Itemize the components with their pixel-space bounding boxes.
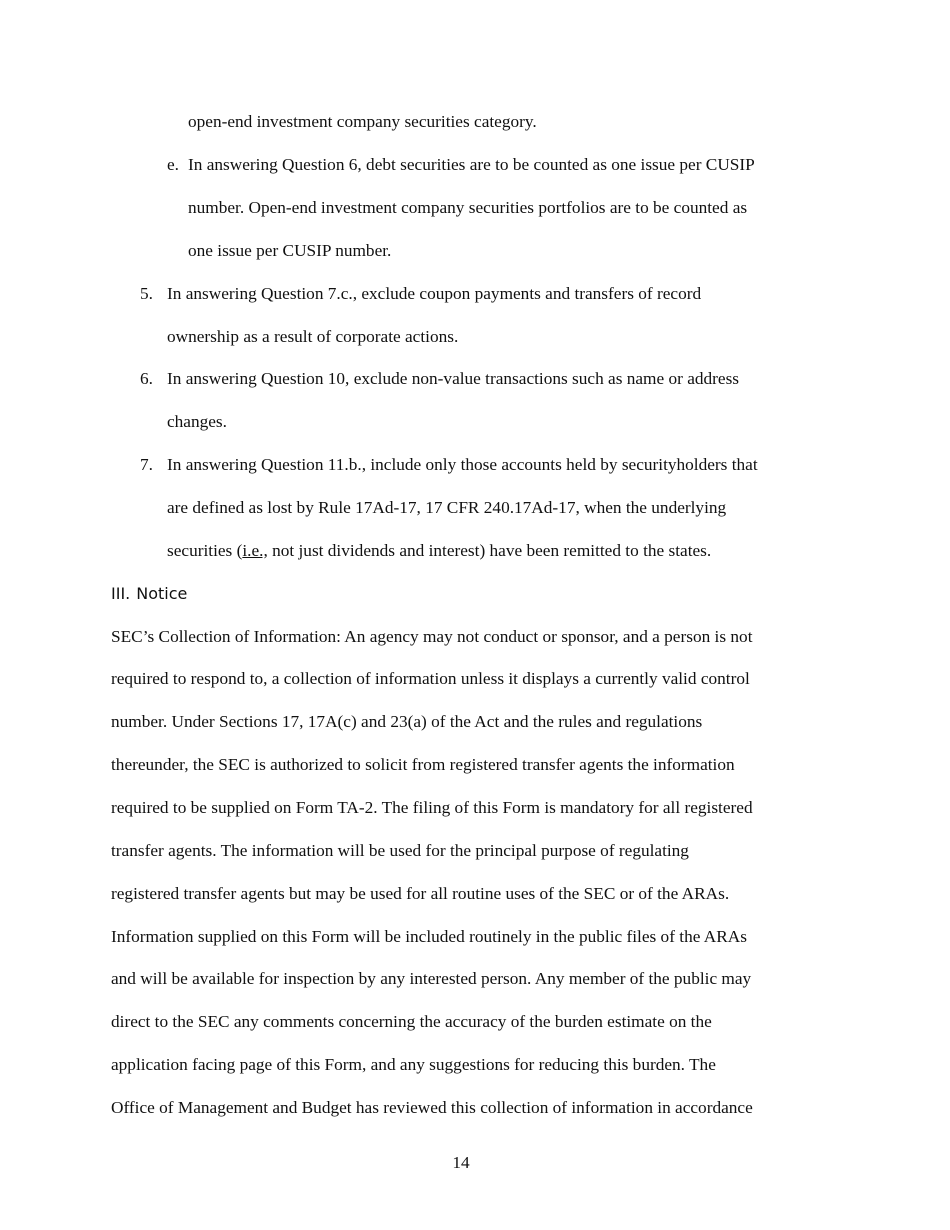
list-marker-6: 6. [140,369,153,388]
notice-line-9: and will be available for inspection by any interested person. Any member of the public may [111,969,752,988]
list-item-7-line-3 [167,540,711,562]
list-item-5-line-2: ownership as a result of corporate actions. [167,327,459,346]
notice-line-6: transfer agents. The information will be used for the principal purpose of regulating [111,841,689,860]
notice-line-12: Office of Management and Budget has reviewed this collection of information in accordance [111,1098,753,1117]
notice-line-3: number. Under Sections 17, 17A(c) and 23(a) of the Act and the rules and regulations [111,712,703,731]
ie-abbreviation: i.e., [242,541,268,560]
notice-line-11: application facing page of this Form, and any suggestions for reducing this burden. The [111,1055,716,1074]
list-marker-5: 5. [140,284,153,303]
notice-line-1: SEC’s Collection of Information: An agency may not conduct or sponsor, and a person is not [111,627,753,646]
list-item-e-line-2: number. Open-end investment company securities portfolios are to be counted as [188,198,748,217]
notice-line-5: required to be supplied on Form TA-2. The filing of this Form is mandatory for all registered [111,798,753,817]
list-item-e-line-3: one issue per CUSIP number. [188,241,392,260]
list-item-6-line-1: In answering Question 10, exclude non-value transactions such as name or address [167,369,740,388]
notice-line-2: required to respond to, a collection of information unless it displays a currently valid control [111,669,750,688]
page-number: 14 [452,1153,470,1172]
list-marker-e: e. [167,155,179,174]
notice-line-7: registered transfer agents but may be used for all routine uses of the SEC or of the ARAs. [111,884,730,903]
section-heading [111,583,187,605]
list-marker-7: 7. [140,455,153,474]
list-item-7-line-2: are defined as lost by Rule 17Ad-17, 17 CFR 240.17Ad-17, when the underlying [167,498,727,517]
section-title: Notice [136,584,188,603]
section-number: III. [111,584,131,603]
notice-line-4: thereunder, the SEC is authorized to solicit from registered transfer agents the information [111,755,735,774]
continuation-line: open-end investment company securities category. [188,112,537,131]
list-item-6-line-2: changes. [167,412,227,431]
list-item-7-line-1: In answering Question 11.b., include only those accounts held by securityholders that [167,455,758,474]
notice-line-8: Information supplied on this Form will be included routinely in the public files of the ARAs [111,927,747,946]
list-item-7-line-3-post: not just dividends and interest) have been remitted to the states. [267,541,712,560]
list-item-e-line-1: In answering Question 6, debt securities are to be counted as one issue per CUSIP [188,155,755,174]
notice-line-10: direct to the SEC any comments concerning the accuracy of the burden estimate on the [111,1012,712,1031]
list-item-5-line-1: In answering Question 7.c., exclude coupon payments and transfers of record [167,284,702,303]
list-item-7-line-3-pre: securities ( [167,541,243,560]
